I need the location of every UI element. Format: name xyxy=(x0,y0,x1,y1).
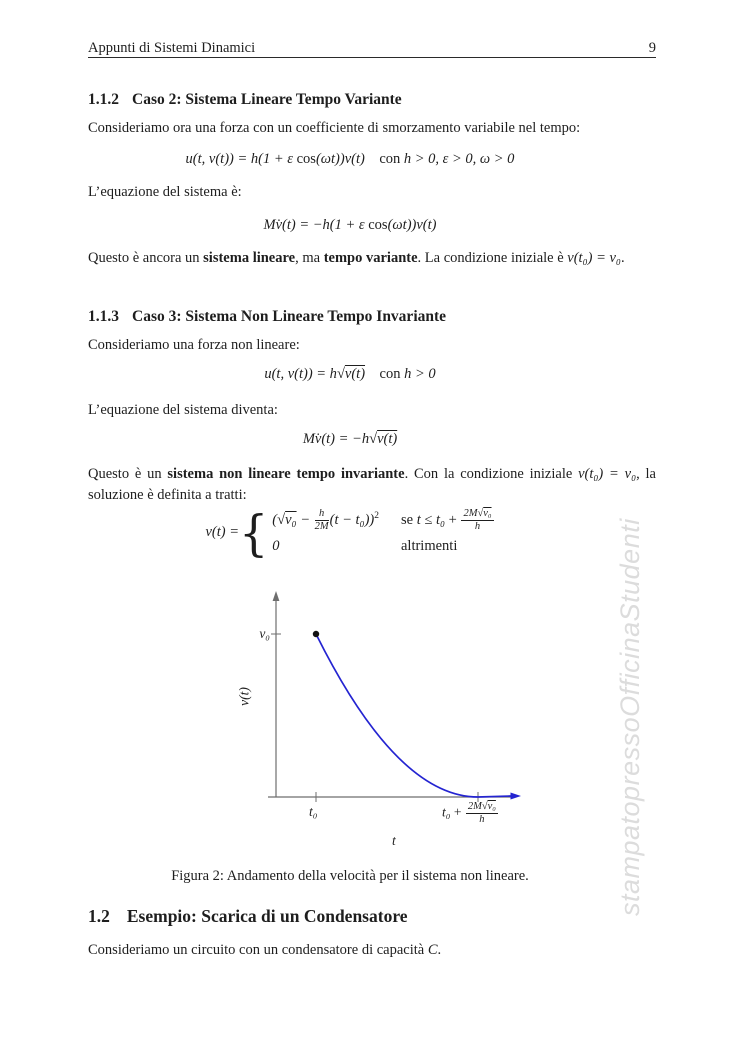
y-axis-arrow-icon xyxy=(273,591,280,601)
page-header xyxy=(88,38,656,59)
subsection-heading-112 xyxy=(88,89,656,110)
heading-number: 1.2 xyxy=(88,906,110,926)
header-rule xyxy=(88,57,656,58)
paragraph: Consideriamo una forza non lineare: xyxy=(88,337,300,353)
paragraph: Questo è ancora un sistema lineare, ma tempo variante. La condizione iniziale è v(t₀) = v₀. xyxy=(88,250,625,266)
piecewise-expr-1: (√v₀ − $\frac{h}{2M}$ (t − t₀))$^2$ xyxy=(272,508,379,533)
paragraph: L’equazione del sistema è: xyxy=(88,184,242,200)
initial-point xyxy=(313,631,319,637)
heading-number: 1.1.3 xyxy=(88,308,119,325)
figure-caption: Figura 2: Andamento della velocità per il sistema non lineare. xyxy=(171,868,529,884)
x-tick-label-tend: t₀ + $\frac{\text{2M√v₀}}{h}$ xyxy=(442,801,496,826)
section-heading-12 xyxy=(88,906,656,927)
y-axis-label: v(t) xyxy=(236,687,252,706)
piecewise-lhs: v(t) = xyxy=(205,524,239,541)
piecewise-expr-2: 0 xyxy=(272,538,280,555)
paragraph: Questo è un sistema non lineare tempo invariante. Con la condizione iniziale v(t₀) = v₀, la soluzione è definita a tratti: xyxy=(88,466,656,503)
piecewise-cond-2: altrimenti xyxy=(400,538,458,555)
heading-title: Caso 3: Sistema Non Lineare Tempo Invariante xyxy=(132,308,447,325)
x-tick-label-t0: t₀ xyxy=(309,804,318,819)
paragraph: Consideriamo ora una forza con un coefficiente di smorzamento variabile nel tempo: xyxy=(88,120,581,136)
piecewise-brace: { xyxy=(238,504,269,561)
paragraph: L’equazione del sistema diventa: xyxy=(88,402,278,418)
heading-title: Caso 2: Sistema Lineare Tempo Variante xyxy=(132,91,402,108)
piecewise-cond-1: se t ≤ t₀ + $\frac{\text{2M√v₀}}{h}$ xyxy=(400,508,492,533)
watermark: stampatopressoOfficinaStudenti xyxy=(615,518,645,916)
page-number: 9 xyxy=(648,40,656,56)
display-formula-damping: u(t, v(t)) = h(1 + ε cos(ωt))v(t) con h > 0, ε > 0, ω > 0 xyxy=(185,151,515,167)
y-tick-label-v0: v₀ xyxy=(259,626,270,641)
display-formula-sqrt-force: u(t, v(t)) = h√v(t) con h > 0 xyxy=(264,366,436,382)
subsection-heading-113 xyxy=(88,306,656,327)
display-formula-piecewise xyxy=(88,504,612,561)
figure-velocity-plot xyxy=(228,585,533,853)
heading-number: 1.1.2 xyxy=(88,91,119,108)
paragraph: Consideriamo un circuito con un condensatore di capacità C. xyxy=(88,942,442,958)
header-title: Appunti di Sistemi Dinamici xyxy=(88,40,256,56)
velocity-curve xyxy=(316,634,511,797)
heading-title: Esempio: Scarica di un Condensatore xyxy=(126,906,408,926)
x-axis-label: t xyxy=(392,833,396,848)
display-formula-linear-tv: Mv̇(t) = −h(1 + ε cos(ωt))v(t) xyxy=(263,217,437,233)
display-formula-nonlinear: Mv̇(t) = −h√v(t) xyxy=(302,431,398,447)
curve-arrow-icon xyxy=(511,793,522,800)
